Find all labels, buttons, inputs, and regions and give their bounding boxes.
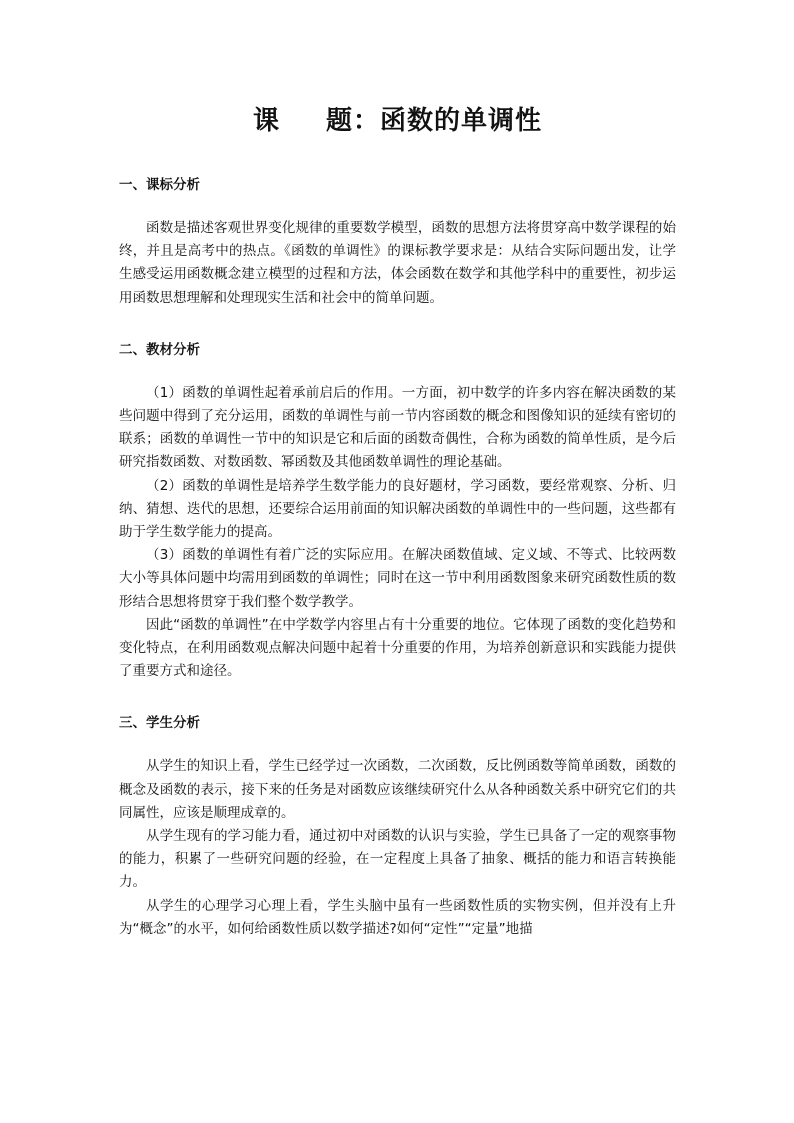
section-textbook — [119, 340, 676, 684]
paragraph: 因此“函数的单调性”在中学数学内容里占有十分重要的地位。它体现了函数的变化趋势和变化特点，在利用函数观点解决问题中起着十分重要的作用，为培养创新意识和实践能力提供了重要方式和途径。 — [119, 616, 676, 680]
title-left: 课 — [252, 106, 280, 136]
paragraph: （3）函数的单调性有着广泛的实际应用。在解决函数值域、定义域、不等式、比较两数大小等具体问题中均需用到函数的单调性；同时在这一节中利用函数图象来研究函数性质的数形结合思想将贯穿于我们整个数学教学。 — [119, 547, 676, 610]
paragraph: （2）函数的单调性是培养学生数学能力的良好题材，学习函数，要经常观察、分析、归纳、猜想、迭代的思想，还要综合运用前面的知识解决函数的单调性中的一些问题，这些都有助于学生数学能力的提高。 — [119, 477, 676, 541]
page-title — [119, 100, 676, 137]
section-students — [119, 713, 676, 941]
paragraph: （1）函数的单调性起着承前启后的作用。一方面，初中数学的许多内容在解决函数的某些问题中得到了充分运用，函数的单调性与前一节内容函数的概念和图像知识的延续有密切的联系；函数的单调性一节中的知识是它和后面的函数奇偶性，合称为函数的简单性质，是今后研究指数函数、对数函数、幂函数及其他函数单调性的理论基础。 — [119, 384, 676, 471]
section-heading: 一、课标分析 — [119, 177, 200, 193]
paragraph: 从学生现有的学习能力看，通过初中对函数的认识与实验，学生已具备了一定的观察事物的能力，积累了一些研究问题的经验，在一定程度上具备了抽象、概括的能力和语言转换能力。 — [119, 828, 676, 891]
title-right: 题：函数的单调性 — [326, 106, 543, 136]
paragraph: 从学生的知识上看，学生已经学过一次函数，二次函数，反比例函数等简单函数，函数的概念及函数的表示，接下来的任务是对函数应该继续研究什么从各种函数关系中研究它们的共同属性，应该是顺理成章的。 — [119, 758, 676, 821]
section-heading: 二、教材分析 — [119, 341, 200, 358]
paragraph: 函数是描述客观世界变化规律的重要数学模型，函数的思想方法将贯穿高中数学课程的始终，并且是高考中的热点。《函数的单调性》的课标教学要求是：从结合实际问题出发，让学生感受运用函数概念建立模型的过程和方法，体会函数在数学和其他学科中的重要性，初步运用函数思想理解和处理现实生活和社会中的简单问题。 — [119, 220, 676, 306]
section-curriculum — [119, 175, 676, 310]
section-heading: 三、学生分析 — [119, 715, 200, 732]
paragraph: 从学生的心理学习心理上看，学生头脑中虽有一些函数性质的实物实例，但并没有上升为“概念”的水平，如何给函数性质以数学描述?如何“定性”“定量”地描 — [119, 897, 676, 937]
